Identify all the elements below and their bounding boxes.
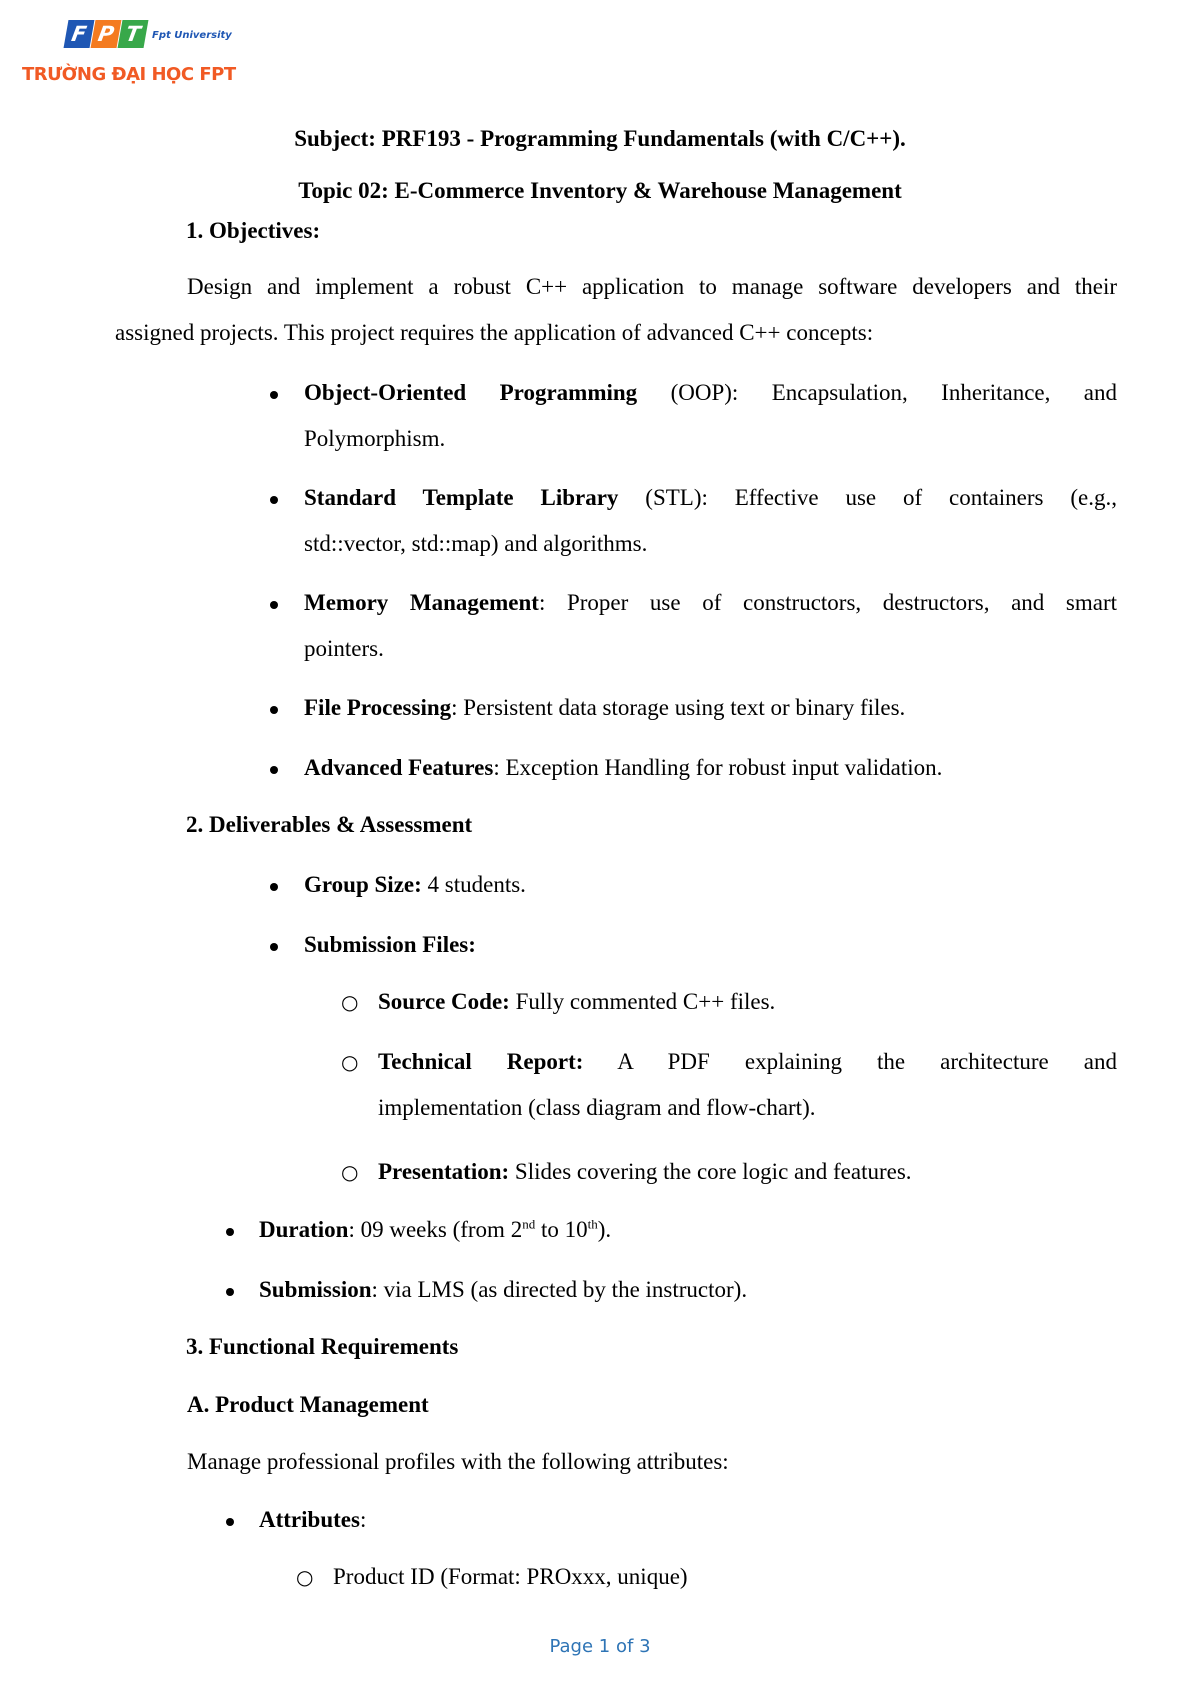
bullet-icon: [270, 496, 278, 504]
page-total: 3: [639, 1636, 651, 1657]
duration-text: ).: [597, 1217, 612, 1242]
attributes-term: Attributes: [259, 1507, 360, 1532]
bullet-icon: [226, 1228, 234, 1236]
bullet-icon: [270, 883, 278, 891]
objective-item-oop: [304, 378, 1117, 408]
objective-item-stl: [304, 483, 1117, 513]
objectives-intro-line-2: assigned projects. This project requires the application of advanced C++ concepts:: [115, 320, 874, 345]
objective-text: : Exception Handling for robust input validation.: [493, 755, 943, 780]
source-code-item: [378, 987, 775, 1017]
duration-text: : 09 weeks (from 2: [348, 1217, 523, 1242]
fpt-university-logo: [22, 18, 236, 92]
technical-report-item-line-2: implementation (class diagram and flow-chart).: [378, 1095, 816, 1120]
circle-bullet-icon: ○: [341, 990, 359, 1014]
section-2-heading: 2. Deliverables & Assessment: [186, 812, 473, 837]
logo-tile-p: P: [91, 20, 122, 48]
bullet-icon: [226, 1518, 234, 1526]
logo-tile-f: F: [64, 20, 95, 48]
objective-term: Advanced Features: [304, 755, 494, 780]
objective-term: Standard Template Library: [304, 485, 619, 510]
bullet-icon: [270, 706, 278, 714]
topic-title: Topic 02: E-Commerce Inventory & Warehouse Management: [298, 178, 902, 203]
product-management-heading: A. Product Management: [187, 1392, 429, 1417]
circle-bullet-icon: ○: [341, 1160, 359, 1184]
objective-item-file: [304, 693, 905, 723]
sub-item-text: Fully commented C++ files.: [509, 989, 776, 1014]
logo-school-name: TRƯỜNG ĐẠI HỌC FPT: [22, 64, 236, 85]
objective-text: : Proper use of constructors, destructors, and smart: [538, 590, 1118, 615]
sub-item-term: Technical Report:: [378, 1049, 584, 1074]
page-number: 1: [598, 1636, 611, 1657]
objective-item-memory: [304, 588, 1117, 618]
duration-superscript: th: [587, 1216, 598, 1232]
presentation-item: [378, 1157, 912, 1187]
objectives-intro-line-1: Design and implement a robust C++ application to manage software developers and their: [187, 274, 1117, 299]
sub-item-term: Presentation:: [378, 1159, 510, 1184]
objective-term: File Processing: [304, 695, 452, 720]
logo-tile-t: T: [118, 20, 149, 48]
of-word: of: [615, 1636, 634, 1657]
section-1-heading: 1. Objectives:: [186, 218, 321, 243]
fpt-logo-tiles: [66, 20, 147, 48]
bullet-icon: [270, 391, 278, 399]
objective-item-memory-line-2: pointers.: [304, 636, 384, 661]
duration-item: [259, 1215, 611, 1245]
attribute-product-id: Product ID (Format: PROxxx, unique): [333, 1564, 688, 1589]
objective-item-advanced: [304, 753, 942, 783]
group-size-term: Group Size:: [304, 872, 422, 897]
circle-bullet-icon: ○: [296, 1565, 314, 1589]
objective-term: Memory Management: [304, 590, 539, 615]
objective-item-stl-line-2: std::vector, std::map) and algorithms.: [304, 531, 648, 556]
bullet-icon: [270, 943, 278, 951]
bullet-icon: [270, 601, 278, 609]
group-size-item: [304, 870, 526, 900]
submission-term: Submission: [259, 1277, 372, 1302]
sub-item-term: Source Code:: [378, 989, 510, 1014]
subject-title: Subject: PRF193 - Programming Fundamentals (with C/C++).: [294, 126, 906, 151]
objective-text: : Persistent data storage using text or binary files.: [451, 695, 906, 720]
duration-superscript: nd: [522, 1216, 536, 1232]
sub-item-text: A PDF explaining the architecture and: [583, 1049, 1117, 1074]
bullet-icon: [270, 766, 278, 774]
submission-files-term: Submission Files:: [304, 932, 476, 957]
objective-item-oop-line-2: Polymorphism.: [304, 426, 446, 451]
submission-text: : via LMS (as directed by the instructor).: [371, 1277, 748, 1302]
page-footer: [0, 1636, 1200, 1657]
submission-item: [259, 1275, 747, 1305]
objective-text: (STL): Effective use of containers (e.g.,: [618, 485, 1117, 510]
circle-bullet-icon: ○: [341, 1050, 359, 1074]
attributes-text: :: [359, 1507, 367, 1532]
duration-text: to 10: [535, 1217, 588, 1242]
section-3-heading: 3. Functional Requirements: [186, 1334, 459, 1359]
logo-university-text: Fpt University: [152, 30, 232, 41]
sub-item-text: Slides covering the core logic and features.: [509, 1159, 912, 1184]
technical-report-item: [378, 1047, 1117, 1077]
group-size-text: 4 students.: [421, 872, 526, 897]
objective-text: (OOP): Encapsulation, Inheritance, and: [637, 380, 1117, 405]
product-management-intro: Manage professional profiles with the following attributes:: [187, 1449, 729, 1474]
bullet-icon: [226, 1288, 234, 1296]
attributes-item: [259, 1505, 366, 1535]
page-word: Page: [549, 1636, 594, 1657]
objective-term: Object-Oriented Programming: [304, 380, 638, 405]
duration-term: Duration: [259, 1217, 349, 1242]
submission-files-item: [304, 930, 476, 960]
